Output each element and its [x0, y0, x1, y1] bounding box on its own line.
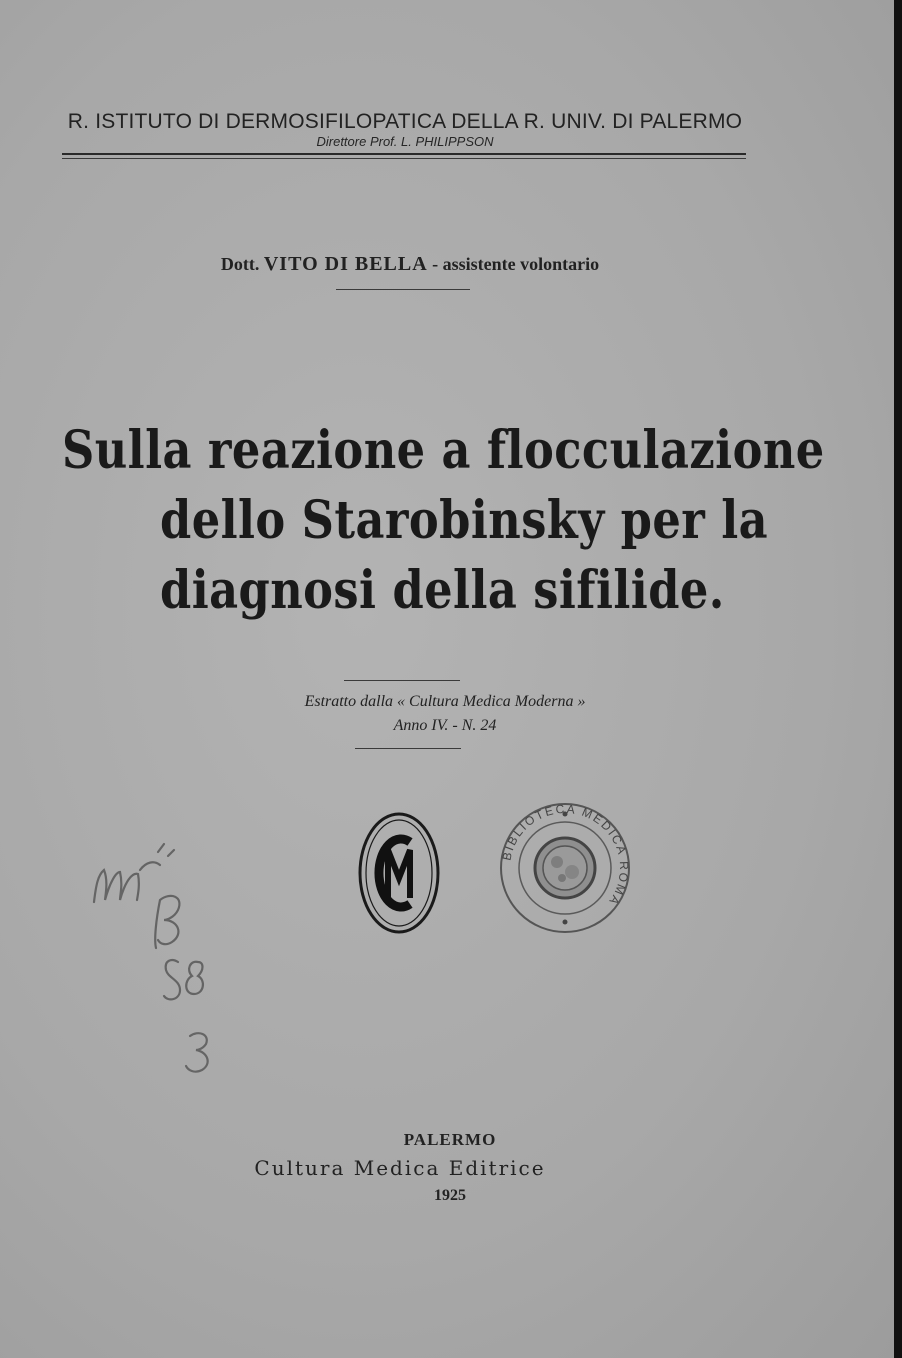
publisher-name: Cultura Medica Editrice — [254, 1156, 546, 1180]
title-line-3: diagnosi della sifilide. — [160, 560, 725, 621]
author-rule — [336, 289, 470, 290]
extract-rule-bottom — [355, 748, 461, 749]
handwriting-text: m / B / 58 / 3 — [80, 830, 86, 831]
logo-monogram: CM — [358, 812, 360, 813]
publisher-logo — [358, 812, 440, 934]
institute-heading: R. ISTITUTO DI DERMOSIFILOPATICA DELLA R. UNIV. DI PALERMO — [67, 110, 743, 133]
publisher-city: PALERMO — [403, 1130, 497, 1149]
author-prefix: Dott. — [220, 254, 260, 274]
publication-year: 1925 — [434, 1187, 466, 1204]
handwritten-marks — [80, 830, 280, 1090]
title-line-1: Sulla reazione a flocculazione — [62, 420, 825, 481]
library-stamp — [497, 800, 633, 936]
header-double-rule — [62, 153, 746, 159]
author-role: - assistente volontario — [432, 254, 600, 274]
stamp-ring-text: BIBLIOTECA MEDICA ROMA — [499, 801, 632, 909]
title-line-2: dello Starobinsky per la — [160, 490, 769, 551]
extract-rule-top — [344, 680, 460, 681]
author-line — [120, 253, 700, 276]
extract-source: Estratto dalla « Cultura Medica Moderna » — [304, 693, 586, 710]
extract-issue: Anno IV. - N. 24 — [393, 717, 497, 734]
author-name: VITO DI BELLA — [263, 253, 428, 275]
director-line: Direttore Prof. L. PHILIPPSON — [316, 134, 494, 149]
scan-edge — [894, 0, 902, 1358]
